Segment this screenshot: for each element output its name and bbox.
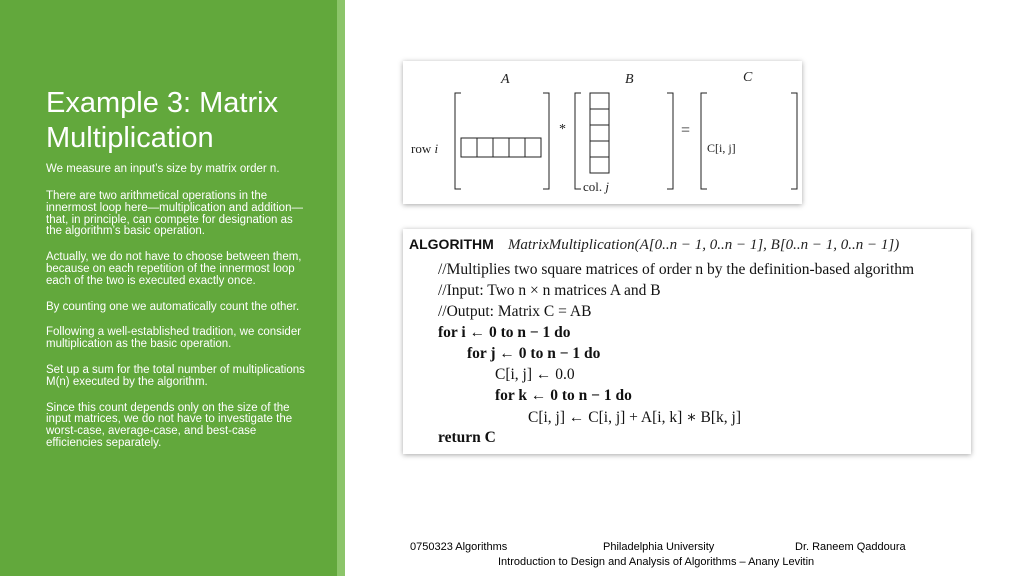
row-label: row i: [411, 141, 439, 156]
algorithm-header: [409, 236, 899, 254]
algorithm-signature: MatrixMultiplication(A[0..n − 1, 0..n − 1], B[0..n − 1, 0..n − 1]): [507, 237, 900, 253]
algorithm-box: [403, 229, 971, 454]
sidebar-stripe: [337, 0, 345, 576]
label-a: A: [501, 72, 510, 87]
footer-course: 0750323 Algorithms: [410, 541, 508, 553]
paragraph-choose: Actually, we do not have to choose between them, because on each repetition of the innermost loop each of the two is executed exactly once.: [46, 251, 302, 287]
accumulate: C[i, j] ← C[i, j] + A[i, k] ∗ B[k, j]: [528, 409, 742, 426]
slide-subtitle: We measure an input’s size by matrix order n.: [46, 163, 280, 175]
cell-label: C[i, j]: [707, 141, 736, 155]
paragraph-counting: By counting one we automatically count the other.: [46, 300, 300, 313]
matrix-diagram: [403, 61, 802, 204]
return-c: return C: [438, 429, 496, 446]
footer-university: Philadelphia University: [603, 541, 715, 553]
paragraph-operations: There are two arithmetical operations in the innermost loop here—multiplication and addition—that, in principle, can compete for designation as the algorithm’s basic operation.: [46, 190, 303, 238]
comment-line-3: //Output: Matrix C = AB: [438, 303, 592, 320]
matrix-figure: [403, 61, 802, 204]
init-c: C[i, j] ← 0.0: [495, 366, 575, 383]
equals-sign: =: [681, 122, 691, 139]
label-c: C: [743, 70, 753, 85]
loop-k: for k ← 0 to n − 1 do: [495, 387, 632, 404]
matrix-b: [575, 93, 673, 189]
slide-title: Example 3: Matrix Multiplication: [46, 87, 279, 154]
paragraph-efficiency: Since this count depends only on the size of the input matrices, we do not have to investigate the worst-case, average-case, and best-case efficiencies separately.: [46, 401, 293, 449]
loop-j: for j ← 0 to n − 1 do: [467, 345, 601, 362]
col-label: col. j: [583, 179, 610, 194]
matrix-a: [455, 93, 549, 189]
paragraph-tradition: Following a well-established tradition, we consider multiplication as the basic operation.: [46, 326, 302, 351]
loop-i: for i ← 0 to n − 1 do: [438, 324, 571, 341]
algorithm-keyword: ALGORITHM: [409, 236, 494, 252]
times-sign: *: [559, 122, 566, 137]
comment-line-2: //Input: Two n × n matrices A and B: [438, 282, 661, 299]
paragraph-sum: Set up a sum for the total number of multiplications M(n) executed by the algorithm.: [46, 363, 305, 388]
label-b: B: [625, 72, 634, 87]
footer-book: Introduction to Design and Analysis of Algorithms – Anany Levitin: [498, 556, 815, 568]
comment-line-1: //Multiplies two square matrices of order n by the definition-based algorithm: [438, 261, 915, 278]
footer-author: Dr. Raneem Qaddoura: [795, 541, 906, 553]
slide-body: [46, 191, 311, 464]
